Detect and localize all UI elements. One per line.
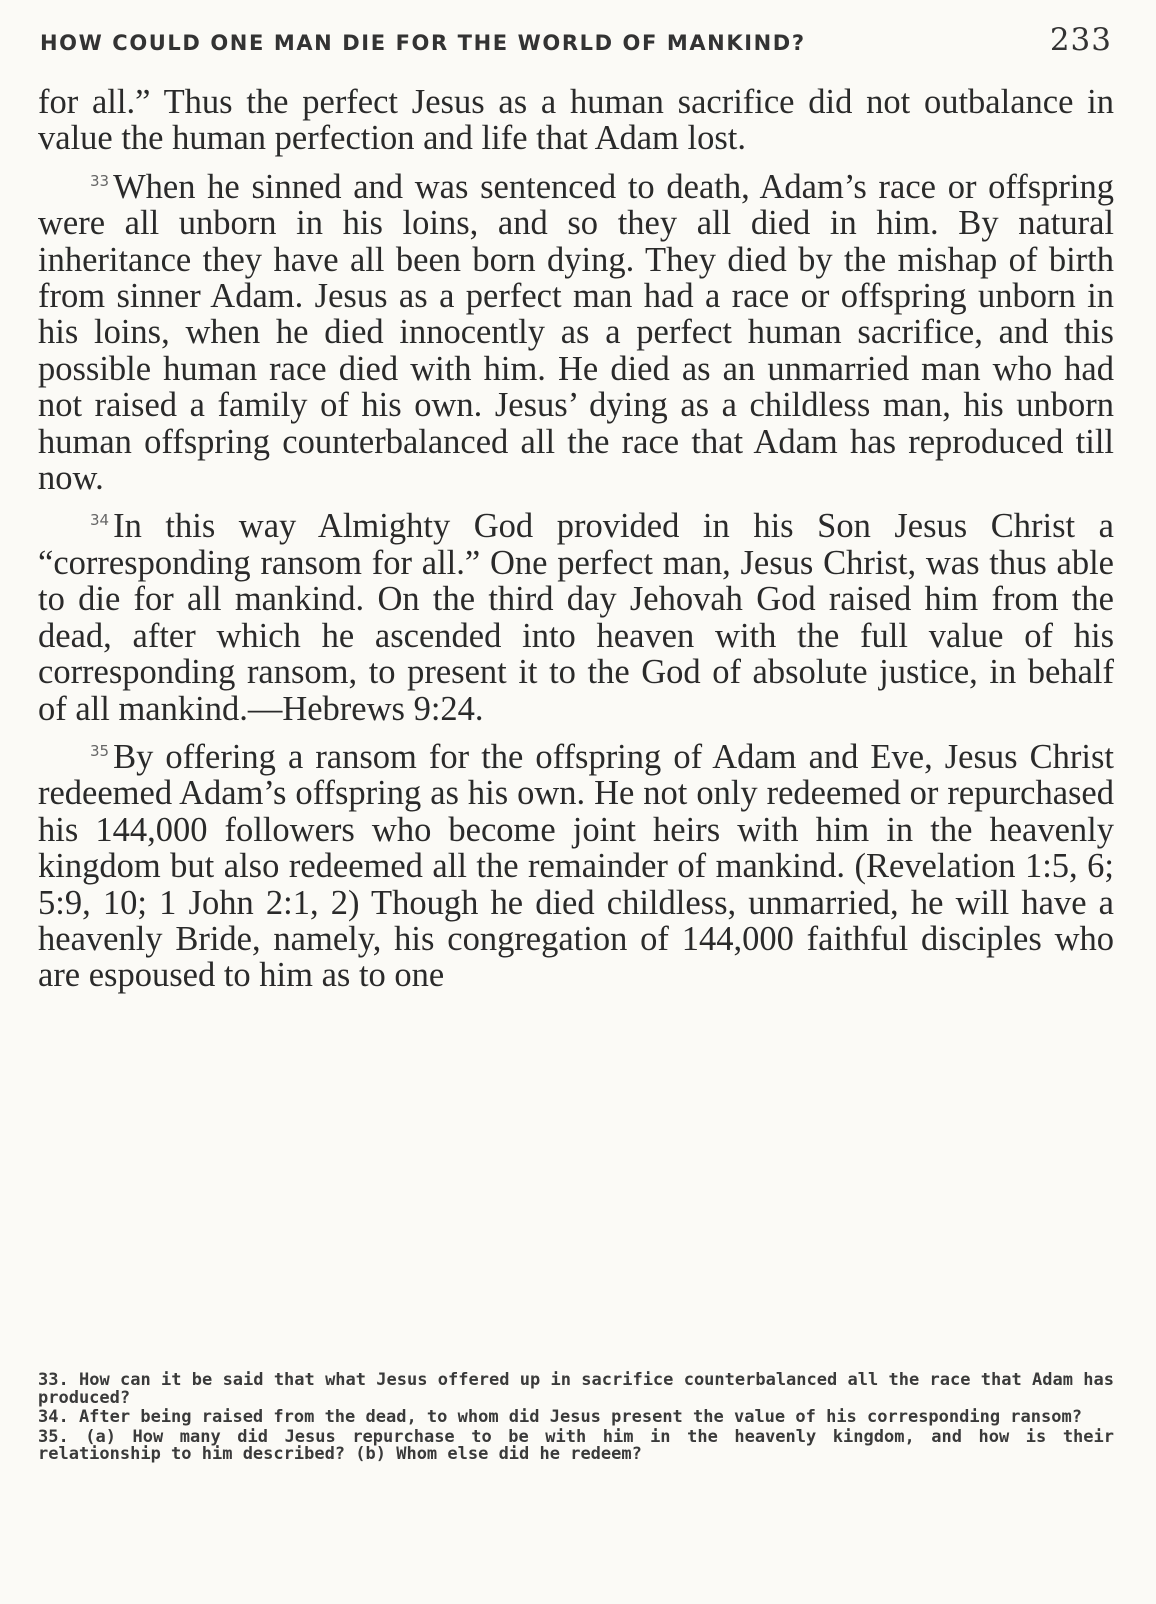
paragraph-number: 33: [90, 171, 110, 190]
paragraph-number: 35: [90, 741, 110, 760]
running-head: HOW COULD ONE MAN DIE FOR THE WORLD OF MANKIND?: [40, 31, 806, 55]
study-question-33: 33. How can it be said that what Jesus offered up in sacrifice counterbalanced all the race that Adam has produced?: [38, 1370, 1114, 1408]
paragraph-text: for all.” Thus the perfect Jesus as a human sacrifice did not outbalance in value the human perfection and life that Adam lost.: [38, 83, 1114, 158]
page-number: 233: [1049, 22, 1112, 58]
paragraph-number: 34: [90, 511, 110, 530]
paragraph-text: When he sinned and was sentenced to death, Adam’s race or offspring were all unborn in his loins, and so they all died in him. By natural inheritance they have all been born dying. They died by the mishap of birth from sinner Adam. Jesus as a perfect man had a race or offspring unborn in his loins, when he died innocently as a perfect human sacrifice, and this possible human race died with him. He died as an unmarried man who had not raised a family of his own. Jesus’ dying as a childless man, his unborn human offspring counterbalanced all the race that Adam has reproduced till now.: [38, 167, 1114, 498]
study-question-35: 35. (a) How many did Jesus repurchase to be with him in the heavenly kingdom, and how is their relationship to him described? (b) Whom else did he redeem?: [38, 1426, 1114, 1464]
page-header: [40, 22, 1112, 62]
paragraph-text: By offering a ransom for the offspring of Adam and Eve, Jesus Christ redeemed Adam’s offspring as his own. He not only redeemed or repurchased his 144,000 followers who become joint heirs with him in the heavenly kingdom but also redeemed all the remainder of mankind. (Revelation 1:5, 6; 5:9, 10; 1 John 2:1, 2) Though he died childless, unmarried, he will have a heavenly Bride, namely, his congregation of 144,000 faithful disciples who are espoused to him as to one: [38, 737, 1114, 995]
paragraph-text: In this way Almighty God provided in his Son Jesus Christ a “corresponding ransom for all.” One perfect man, Jesus Christ, was thus able to die for all mankind. On the third day Jehovah God raised him from the dead, after which he ascended into heaven with the full value of his corresponding ransom, to present it to the God of absolute justice, in behalf of all mankind.—Hebrews 9:24.: [38, 507, 1114, 728]
paragraph-34: [38, 502, 1114, 726]
study-questions: [38, 1372, 1114, 1466]
paragraph-33: [38, 163, 1114, 497]
body-text: [38, 84, 1114, 994]
paragraph-continued: [38, 84, 1114, 157]
paragraph-35: [38, 733, 1114, 994]
study-question-34: 34. After being raised from the dead, to whom did Jesus present the value of his corresponding ransom?: [38, 1407, 1082, 1427]
